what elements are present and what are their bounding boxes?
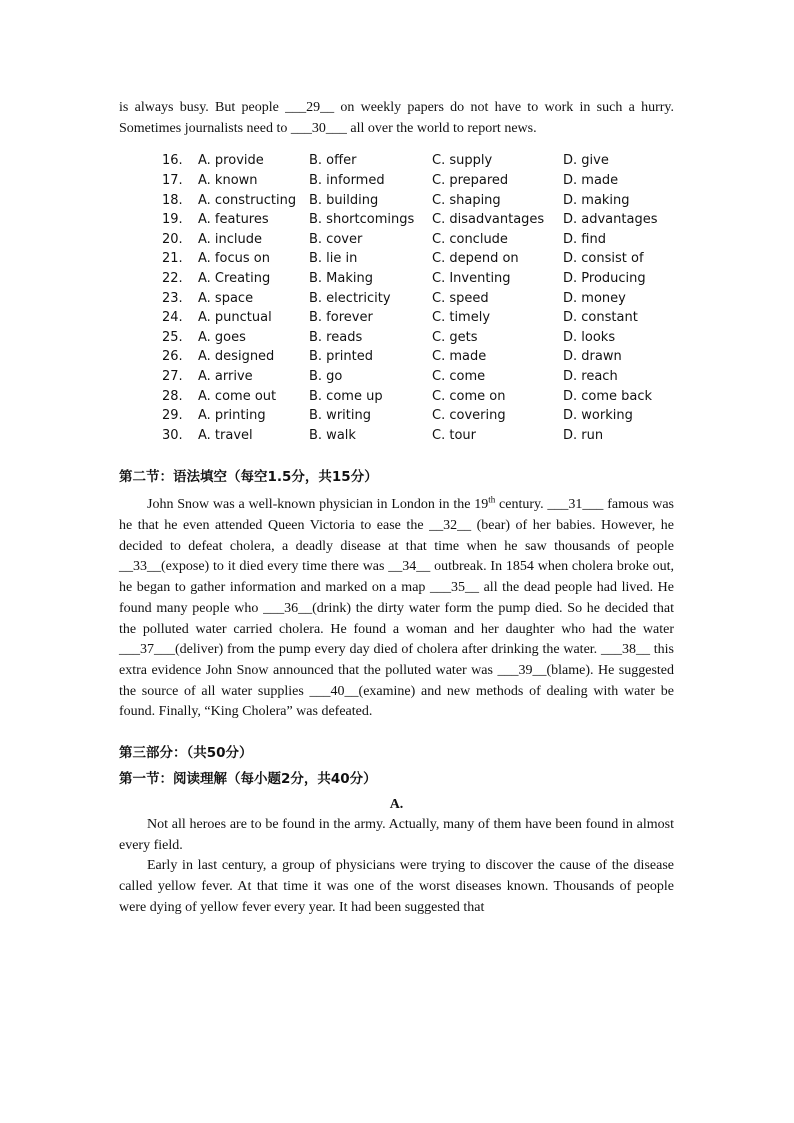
section2-text-rest: century. ___31___ famous was he that he even attended Queen Victoria to ease the __32__ (bear) of her babies. However, he decided to defeat cholera, a deadly disease at that time when he saw thousands of people __33__(expose) to it died every time there was __34__ outbreak. In 1854 when cholera broke out, he began to gather information and marked on a map ___35__ all the dead people had lived. He found many people who ___36__(drink) the dirty water form the pump died. So he decided that the polluted water carried cholera. He found a woman and her daughter who had the water ___37___(deliver) from the pump every day died of cholera after drinking the water. ___38__ this extra evidence John Snow announced that the polluted water was ___39__(blame). He suggested the source of all water supplies ___40__(examine) and new methods of dealing with water be found. Finally, “King Cholera” was defeated. [119,497,675,720]
option-c: C. covering [432,408,506,424]
document-page [119,98,674,919]
option-d: D. give [563,153,609,169]
option-a: A. designed [198,349,275,365]
passage-paragraph-1: Not all heroes are to be found in the army. Actually, many of them have been found in almost every field. [119,817,674,853]
option-row [162,426,673,446]
option-b: B. offer [309,153,357,169]
option-row [162,210,673,230]
passage-paragraph-2: Early in last century, a group of physicians were trying to discover the cause of the disease called yellow fever. At that time it was one of the worst diseases known. Thousands of people were dying of yellow fever every year. It had been suggested that [119,858,674,915]
section3-subheading: 第一节：阅读理解（每小题2分，共40分） [119,771,377,788]
option-a: A. come out [198,388,277,404]
option-b: B. walk [309,427,356,443]
option-b: B. shortcomings [309,212,415,228]
option-a: A. punctual [198,310,272,326]
option-c: C. come [432,368,486,384]
option-b: B. lie in [309,251,358,267]
option-d: D. run [563,427,604,443]
question-number: 16. [162,153,183,169]
option-row [162,289,673,309]
option-b: B. building [309,192,379,208]
option-a: A. include [198,231,263,247]
question-number: 22. [162,270,183,286]
intro-paragraph: is always busy. But people ___29__ on weekly papers do not have to work in such a hurry. Sometimes journalists need to ___30___ all over the world to report news. [119,100,674,136]
question-number: 29. [162,408,183,424]
option-c: C. conclude [432,231,508,247]
question-number: 17. [162,173,183,188]
option-d: D. made [563,173,619,188]
option-a: A. goes [198,329,246,345]
option-c: C. depend on [432,251,519,267]
option-row [162,230,673,250]
section3-heading: 第三部分：（共50分） [119,745,253,762]
option-c: C. shaping [432,192,501,208]
option-b: B. printed [309,349,373,365]
option-c: C. disadvantages [432,212,545,228]
option-d: D. consist of [563,251,644,267]
question-number: 27. [162,368,183,384]
section2-heading: 第二节：语法填空（每空1.5分，共15分） [119,469,378,486]
option-row [162,269,673,289]
option-c: C. timely [432,310,491,326]
option-a: A. provide [198,153,264,169]
option-c: C. supply [432,153,493,169]
option-row [162,347,673,367]
question-number: 26. [162,349,183,365]
question-number: 25. [162,329,183,345]
question-number: 20. [162,231,183,247]
option-c: C. made [432,349,487,365]
option-d: D. Producing [563,270,646,286]
passage-label: A. [389,797,404,813]
option-a: A. space [198,290,254,306]
question-number: 30. [162,427,183,443]
option-row [162,328,673,348]
option-b: B. electricity [309,290,391,306]
option-row [162,191,673,211]
option-a: A. constructing [198,192,297,208]
option-a: A. arrive [198,368,253,384]
option-b: B. Making [309,270,373,286]
option-c: C. gets [432,329,478,345]
option-row [162,406,673,426]
option-a: A. printing [198,408,266,424]
option-b: B. reads [309,329,363,345]
option-a: A. travel [198,427,253,443]
option-b: B. informed [309,173,385,188]
option-c: C. Inventing [432,270,511,286]
option-c: C. come on [432,388,506,404]
option-b: B. cover [309,231,363,247]
option-d: D. working [563,408,633,424]
option-c: C. tour [432,427,476,443]
option-row [162,387,673,407]
option-a: A. focus on [198,251,270,267]
option-b: B. forever [309,310,373,326]
option-d: D. money [563,290,626,306]
option-b: B. go [309,368,343,384]
option-b: B. writing [309,408,371,424]
option-a: A. features [198,212,269,228]
question-number: 21. [162,251,183,267]
option-c: C. speed [432,290,489,306]
option-row [162,151,673,171]
option-row [162,249,673,269]
option-d: D. constant [563,310,638,326]
question-number: 18. [162,192,183,208]
option-b: B. come up [309,388,383,404]
section2-text-start: John Snow was a well-known physician in London in the 19 [147,497,489,513]
question-number: 23. [162,290,183,306]
option-d: D. find [563,231,606,247]
option-d: D. reach [563,368,618,384]
question-number: 19. [162,212,183,228]
option-d: D. drawn [563,349,622,365]
option-row [162,308,673,328]
option-a: A. known [198,173,258,188]
option-row [162,367,673,387]
option-a: A. Creating [198,270,271,286]
question-number: 24. [162,310,183,326]
question-number: 28. [162,388,183,404]
option-d: D. making [563,192,630,208]
option-c: C. prepared [432,173,509,188]
option-d: D. looks [563,329,616,345]
options-table [162,151,673,445]
option-d: D. advantages [563,212,658,228]
ordinal-suffix: th [488,494,496,505]
section2-paragraph [119,495,674,723]
option-row [162,171,673,191]
option-d: D. come back [563,388,653,404]
